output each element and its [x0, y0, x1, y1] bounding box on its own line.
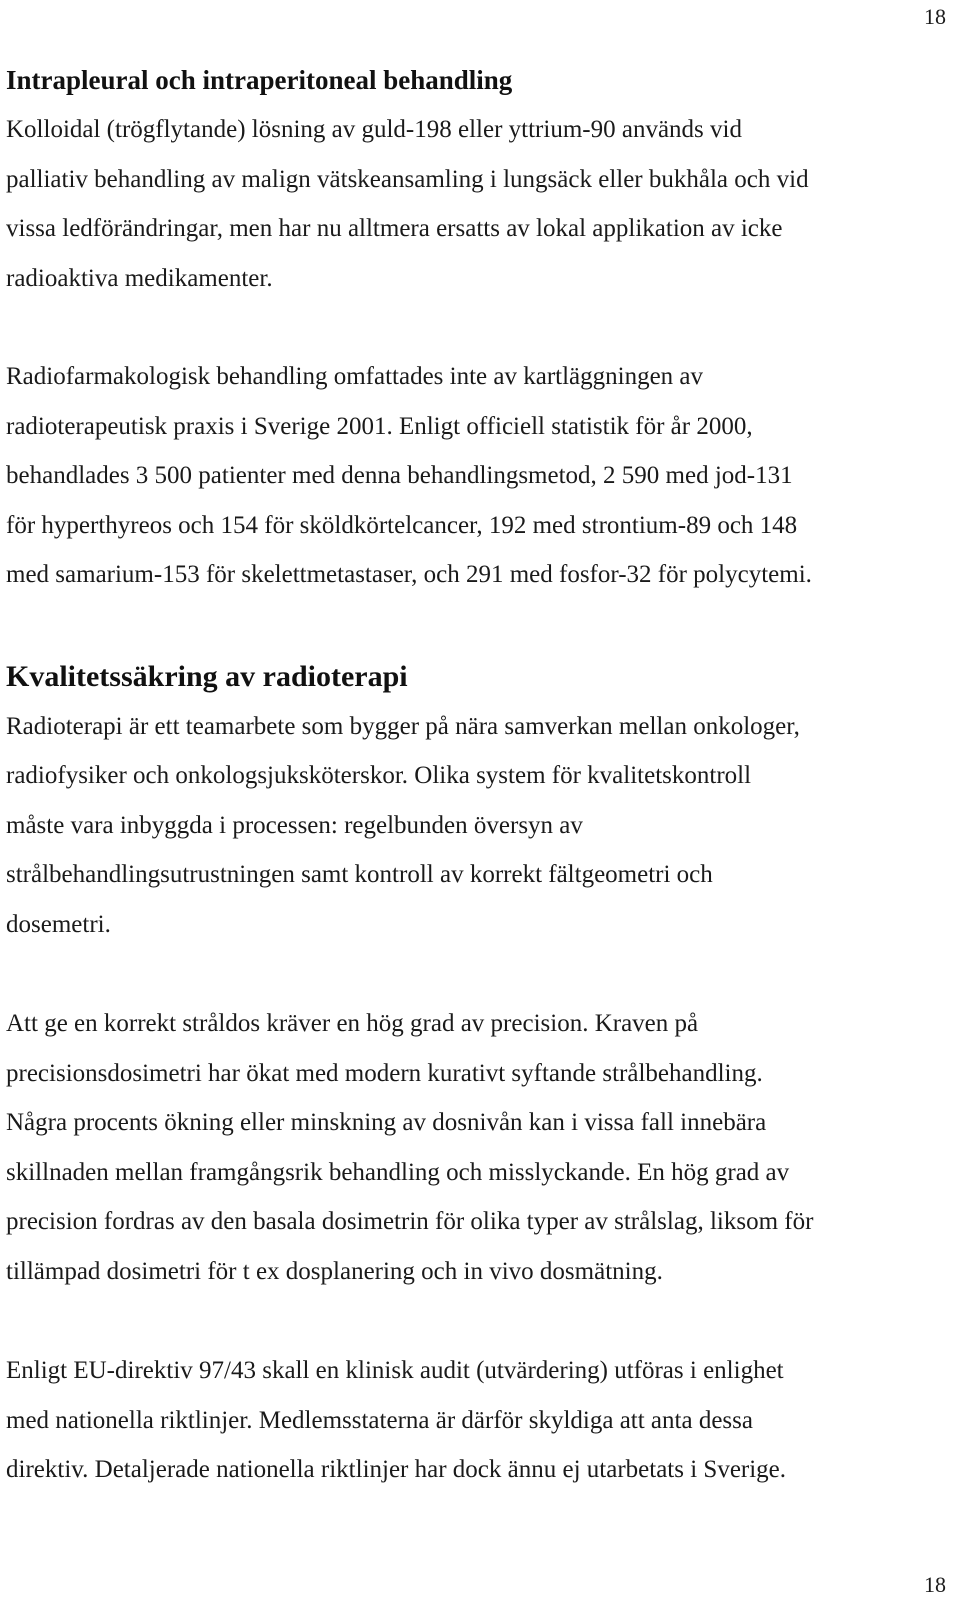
text-line: Kolloidal (trögflytande) lösning av guld-198 eller yttrium-90 används vid	[6, 116, 742, 143]
paragraph-colloidal-treatment	[6, 105, 954, 303]
text-line: Radiofarmakologisk behandling omfattades inte av kartläggningen av	[6, 363, 704, 390]
text-line: skillnaden mellan framgångsrik behandling och misslyckande. En hög grad av	[6, 1158, 790, 1186]
paragraph-eu-directive	[6, 1346, 954, 1495]
page-number-top: 18	[924, 4, 946, 29]
text-line: för hyperthyreos och 154 för sköldkörtelcancer, 192 med strontium-89 och 148	[6, 511, 798, 539]
text-line: direktiv. Detaljerade nationella riktlinjer har dock ännu ej utarbetats i Sverige.	[6, 1456, 787, 1483]
text-line: måste vara inbyggda i processen: regelbunden översyn av	[6, 811, 583, 839]
document-body	[6, 56, 954, 1495]
paragraph-radiopharmacology-statistics	[6, 352, 954, 600]
text-line: med samarium-153 för skelettmetastaser, och 291 med fosfor-32 för polycytemi.	[6, 561, 812, 588]
paragraph-teamwork	[6, 702, 954, 950]
text-line: precision fordras av den basala dosimetrin för olika typer av strålslag, liksom för	[6, 1208, 814, 1235]
text-line: palliativ behandling av malign vätskeansamling i lungsäck eller bukhåla och vid	[6, 165, 809, 193]
text-line: radiofysiker och onkologsjuksköterskor. Olika system för kvalitetskontroll	[6, 762, 752, 789]
paragraph-spacer	[6, 1296, 954, 1346]
text-line: Att ge en korrekt stråldos kräver en hög grad av precision. Kraven på	[6, 1010, 699, 1037]
text-line: precisionsdosimetri har ökat med modern kurativt syftande strålbehandling.	[6, 1059, 763, 1087]
page-number-bottom: 18	[924, 1572, 946, 1597]
section-heading-quality-assurance: Kvalitetssäkring av radioterapi	[6, 659, 408, 693]
paragraph-spacer	[6, 303, 954, 352]
text-line: Enligt EU-direktiv 97/43 skall en klinisk audit (utvärdering) utföras i enlighet	[6, 1357, 784, 1384]
paragraph-spacer	[6, 600, 954, 652]
text-line: behandlades 3 500 patienter med denna behandlingsmetod, 2 590 med jod-131	[6, 462, 793, 489]
section-heading-intrapleural: Intrapleural och intraperitoneal behandling	[6, 65, 513, 95]
text-line: vissa ledförändringar, men har nu alltmera ersatts av lokal applikation av icke	[6, 215, 783, 242]
text-line: Radioterapi är ett teamarbete som bygger på nära samverkan mellan onkologer,	[6, 712, 800, 740]
paragraph-precision-dosimetry	[6, 999, 954, 1296]
text-line: tillämpad dosimetri för t ex dosplanering och in vivo dosmätning.	[6, 1257, 663, 1285]
paragraph-spacer	[6, 949, 954, 999]
text-line: dosemetri.	[6, 910, 111, 938]
text-line: radioaktiva medikamenter.	[6, 264, 273, 292]
text-line: strålbehandlingsutrustningen samt kontroll av korrekt fältgeometri och	[6, 861, 713, 888]
text-line: radioterapeutisk praxis i Sverige 2001. Enligt officiell statistik för år 2000,	[6, 412, 753, 440]
text-line: med nationella riktlinjer. Medlemsstaterna är därför skyldiga att anta dessa	[6, 1406, 753, 1434]
text-line: Några procents ökning eller minskning av dosnivån kan i vissa fall innebära	[6, 1109, 767, 1136]
